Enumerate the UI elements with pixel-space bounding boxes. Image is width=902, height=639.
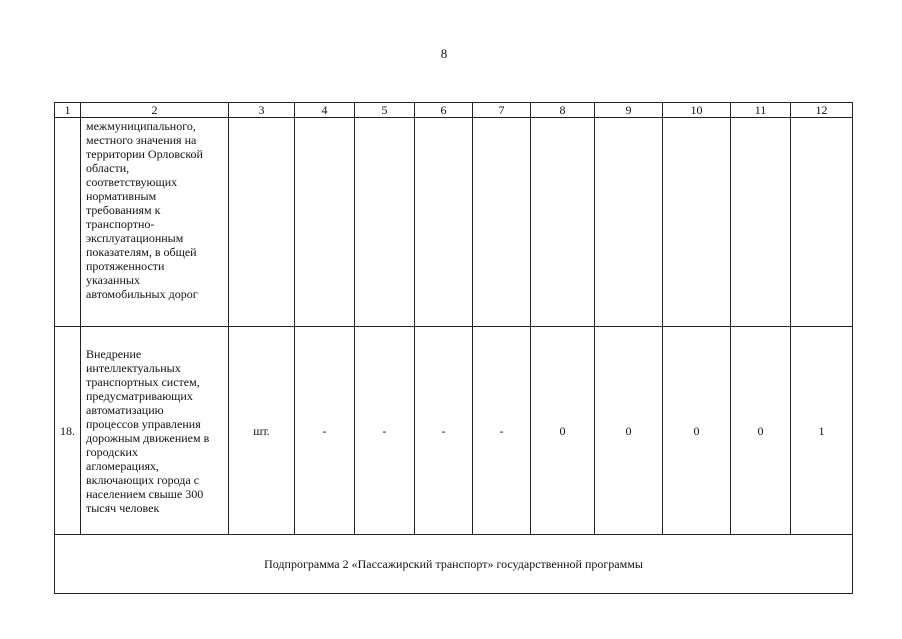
unit-cell [229, 118, 295, 327]
description-line: местного значения на [86, 133, 197, 147]
unit-cell: шт. [229, 327, 295, 535]
value-cell: - [295, 327, 355, 535]
description-line: области, [86, 161, 130, 175]
value-cell [595, 118, 663, 327]
description-line: Внедрение [86, 346, 142, 361]
value-cell [731, 118, 791, 327]
column-header: 3 [229, 103, 295, 118]
description-line: транспортно- [86, 217, 155, 231]
column-header: 12 [791, 103, 853, 118]
column-header: 4 [295, 103, 355, 118]
description-line: тысяч человек [86, 500, 160, 515]
description-line: городских [86, 444, 138, 459]
column-header: 7 [473, 103, 531, 118]
value-cell [355, 118, 415, 327]
description-line: транспортных систем, [86, 374, 200, 389]
description-line: дорожным движением в [86, 430, 210, 445]
description-line: процессов управления [86, 416, 201, 431]
indicator-description-cell [81, 118, 229, 327]
description-line: населением свыше 300 [86, 486, 204, 501]
value-cell [791, 118, 853, 327]
description-line: межмуниципального, [86, 119, 196, 133]
column-header: 11 [731, 103, 791, 118]
description-line: нормативным [86, 189, 157, 203]
column-header: 1 [55, 103, 81, 118]
description-line: протяженности [86, 259, 165, 273]
row-number-cell: 18. [55, 327, 81, 535]
value-cell: 0 [531, 327, 595, 535]
column-header: 6 [415, 103, 473, 118]
value-cell: 1 [791, 327, 853, 535]
column-header: 8 [531, 103, 595, 118]
value-cell: 0 [595, 327, 663, 535]
description-line: интеллектуальных [86, 360, 181, 375]
indicator-description-cell [81, 327, 229, 535]
description-line: требованиям к [86, 203, 161, 217]
description-line: агломерациях, [86, 458, 160, 473]
description-line: автомобильных дорог [86, 287, 198, 301]
subprogram-title: Подпрограмма 2 «Пассажирский транспорт» государственной программы [55, 535, 853, 594]
description-line: территории Орловской [86, 147, 203, 161]
column-header: 5 [355, 103, 415, 118]
table-header-row [55, 103, 853, 118]
description-line: показателям, в общей [86, 245, 197, 259]
indicators-table [54, 102, 853, 594]
description-line: предусматривающих [86, 388, 193, 403]
column-header: 10 [663, 103, 731, 118]
value-cell: 0 [731, 327, 791, 535]
description-line: указанных [86, 273, 140, 287]
value-cell [663, 118, 731, 327]
value-cell [531, 118, 595, 327]
subprogram-row [55, 535, 853, 594]
description-line: включающих города с [86, 472, 200, 487]
row-number-cell [55, 118, 81, 327]
value-cell: - [355, 327, 415, 535]
description-line: автоматизацию [86, 402, 164, 417]
page-number: 8 [440, 46, 448, 61]
table-row-18 [55, 327, 853, 535]
column-header: 9 [595, 103, 663, 118]
value-cell: - [415, 327, 473, 535]
value-cell: - [473, 327, 531, 535]
value-cell [473, 118, 531, 327]
value-cell: 0 [663, 327, 731, 535]
description-line: соответствующих [86, 175, 178, 189]
value-cell [295, 118, 355, 327]
column-header: 2 [81, 103, 229, 118]
table-row-continued [55, 118, 853, 327]
value-cell [415, 118, 473, 327]
description-line: эксплуатационным [86, 231, 184, 245]
